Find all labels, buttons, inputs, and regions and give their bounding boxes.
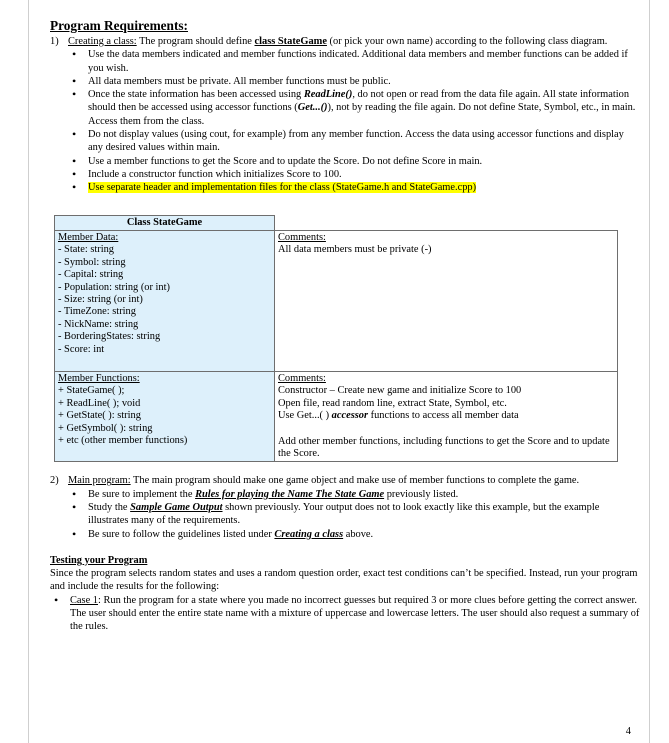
member-data-item: - Score: int: [58, 343, 105, 355]
list-item-text: shown previously. Your output does not to look exactly like this example, but the example illustrates many of the requirements.: [88, 502, 600, 527]
member-data-item: - NickName: string: [58, 318, 139, 330]
section-text: The main program should make one game object and make use of member functions to complete the game.: [130, 475, 580, 487]
comments-title: Comments:: [278, 372, 326, 384]
list-item-text: ), not by reading the file again. Do not define State, Symbol, etc., in main. Access them from the class.: [88, 102, 636, 127]
comment-lines: [278, 385, 614, 410]
list-item-highlighted: [68, 181, 640, 194]
comment-text: Add other member functions, including functions to get the Score and to update the Score.: [278, 435, 610, 459]
list-item: [50, 594, 640, 634]
list-item-text: Study the: [88, 502, 131, 513]
empty-cell: [275, 215, 618, 230]
section-main-program: [50, 474, 640, 487]
class-diagram-table: [54, 215, 618, 463]
member-data-list: [58, 244, 271, 356]
list-item-text: previously listed.: [384, 488, 459, 500]
section-label: Main program:: [68, 475, 131, 487]
list-item-text: Be sure to follow the guidelines listed under: [88, 528, 275, 540]
case-label: Case 1: [70, 594, 98, 606]
section-number: 2): [50, 475, 59, 487]
class-header: Class StateGame: [55, 215, 275, 230]
list-item: • Use the data members indicated and member functions indicated. Additional data members and member functions can be added if you wish.: [68, 48, 640, 75]
list-item: [68, 88, 640, 128]
section-text: The program should define: [136, 36, 255, 47]
comment-text-part: functions to access all member data: [368, 410, 519, 422]
list-item-text: Be sure to implement the: [88, 488, 196, 500]
member-data-item: - TimeZone: string: [58, 306, 136, 318]
member-function-item: + etc (other member functions): [58, 435, 188, 446]
testing-cases-list: [50, 594, 640, 634]
list-item-text: , do not open or read from the data file again. All state information should then be accessed using accessor functions (: [88, 89, 630, 114]
list-item: [68, 528, 640, 541]
list-item: [68, 488, 640, 501]
class-requirements-list: [50, 48, 640, 194]
highlighted-text: Use separate header and implementation files for the class (StateGame.h and StateGame.cpp): [88, 182, 477, 194]
member-data-cell: [55, 230, 275, 371]
member-function-item: + ReadLine( ); void: [58, 397, 141, 409]
class-name: class StateGame: [254, 36, 327, 47]
get-emphasis: Get...(): [297, 102, 328, 114]
member-data-item: - Population: string (or int): [58, 281, 170, 293]
comment-text: Constructor – Create new game and initialize Score to 100: [278, 385, 522, 397]
case-text: : Run the program for a state where you made no incorrect guesses but required 3 or more clues before getting the correct answer. The user should enter the entire state name with a mixture of uppercase and lowercase letters. The user should also request a summary of the rules.: [70, 594, 640, 633]
page-number: 4: [625, 726, 631, 737]
document-body: [50, 0, 640, 634]
page-title: Program Requirements:: [50, 18, 188, 33]
section-creating-a-class: [50, 35, 640, 48]
main-program-list: [50, 488, 640, 541]
accessor-emphasis: accessor: [331, 410, 369, 422]
list-item-text: above.: [343, 528, 374, 540]
member-data-item: - Symbol: string: [58, 256, 126, 268]
list-item: • Use a member functions to get the Score and to update the Score. Do not define Score in main.: [68, 155, 640, 168]
sample-output-link[interactable]: Sample Game Output: [130, 502, 223, 513]
member-data-item: - Capital: string: [58, 269, 124, 281]
member-functions-title: Member Functions:: [58, 372, 140, 384]
comments-title: Comments:: [278, 231, 326, 243]
member-data-item: - State: string: [58, 244, 114, 256]
comment-text: All data members must be private (-): [278, 244, 432, 256]
list-item: [68, 501, 640, 528]
list-item: • All data members must be private. All member functions must be public.: [68, 75, 640, 88]
list-item-text: Once the state information has been accessed using: [88, 89, 304, 101]
member-functions-comments-cell: [275, 371, 618, 461]
comment-text: [278, 410, 614, 422]
comment-text-part: Use Get...( ): [278, 410, 332, 422]
member-data-item: - Size: string (or int): [58, 294, 143, 305]
rules-link[interactable]: Rules for playing the Name The State Game: [195, 488, 385, 500]
member-functions-cell: [55, 371, 275, 461]
member-data-item: - BorderingStates: string: [58, 331, 161, 343]
creating-class-link[interactable]: Creating a class: [274, 528, 344, 540]
member-data-comments-cell: [275, 230, 618, 371]
testing-title: Testing your Program: [50, 554, 148, 566]
member-function-item: + GetState( ): string: [58, 410, 141, 422]
member-function-item: + GetSymbol( ): string: [58, 422, 153, 434]
testing-text: Since the program selects random states and uses a random question order, exact test conditions can’t be specified. Instead, run your program and include the results for the following:: [50, 568, 638, 593]
member-function-item: + StateGame( );: [58, 385, 125, 397]
list-item: • Include a constructor function which initializes Score to 100.: [68, 168, 640, 181]
section-number: 1): [50, 36, 59, 47]
section-text: (or pick your own name) according to the following class diagram.: [326, 36, 608, 47]
section-label: Creating a class:: [68, 36, 137, 47]
readline-emphasis: ReadLine(): [303, 89, 353, 101]
comment-text: Open file, read random line, extract State, Symbol, etc.: [278, 397, 507, 409]
list-item: • Do not display values (using cout, for example) from any member function. Access the data using accessor functions and display any desired values within main.: [68, 128, 640, 155]
member-data-title: Member Data:: [58, 231, 119, 243]
member-functions-list: [58, 385, 271, 447]
